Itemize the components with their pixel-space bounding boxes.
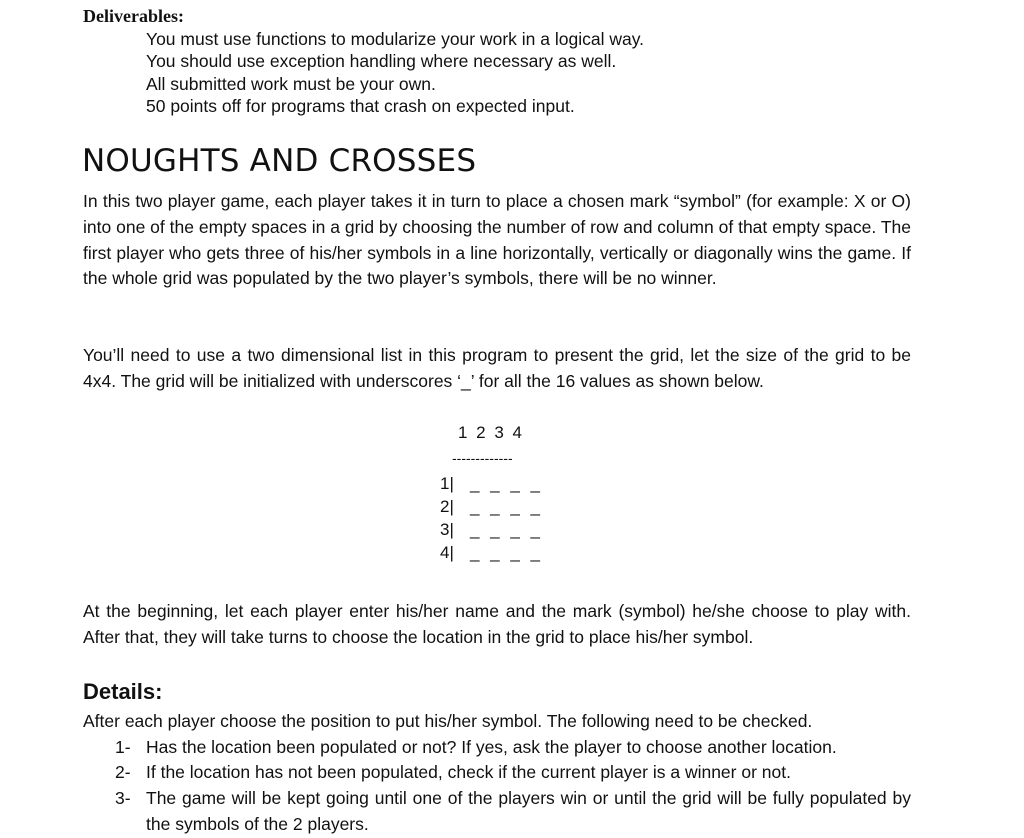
- grid-row-cells: _ _ _ _: [470, 497, 542, 516]
- deliverables-item: You should use exception handling where necessary as well.: [146, 51, 617, 72]
- details-item-text: The game will be kept going until one of the players win or until the grid will be fully populated by the symbols of the 2 players.: [146, 788, 911, 834]
- details-item-text: If the location has not been populated, check if the current player is a winner or not.: [146, 762, 791, 783]
- grid-rows: [440, 472, 542, 564]
- grid-paragraph: You’ll need to use a two dimensional list in this program to present the grid, let the size of the grid to be 4x4. The grid will be initialized with underscores ‘_’ for all the 16 values as shown below.: [83, 345, 911, 391]
- grid-row: [440, 518, 542, 541]
- details-list: [83, 735, 911, 838]
- grid-row: [440, 495, 542, 518]
- grid-column-header: 1 2 3 4: [458, 423, 523, 442]
- details-intro: After each player choose the position to put his/her symbol. The following need to be checked.: [83, 711, 813, 731]
- beginning-paragraph: At the beginning, let each player enter his/her name and the mark (symbol) he/she choose to play with. After that, they will take turns to choose the location in the grid to place his/her symbol.: [83, 601, 911, 647]
- deliverables-item: You must use functions to modularize your work in a logical way.: [146, 29, 645, 49]
- grid-row-cells: _ _ _ _: [470, 520, 542, 539]
- grid-row-label: 2|: [440, 497, 454, 516]
- grid-row-label: 1|: [440, 474, 454, 493]
- grid-row: [440, 472, 542, 495]
- details-item-number: 3-: [115, 788, 131, 809]
- grid-row-cells: _ _ _ _: [470, 474, 542, 493]
- deliverables-item: 50 points off for programs that crash on expected input.: [146, 95, 575, 116]
- deliverables-item: All submitted work must be your own.: [146, 73, 436, 94]
- section-title: NOUGHTS AND CROSSES: [82, 143, 477, 179]
- grid-row-cells: _ _ _ _: [470, 543, 542, 562]
- details-heading: Details:: [83, 679, 163, 704]
- deliverables-list: [146, 28, 644, 117]
- details-item-number: 1-: [115, 736, 131, 757]
- grid-row-label: 4|: [440, 543, 454, 562]
- grid-divider: -------------: [452, 450, 513, 466]
- details-item-text: Has the location been populated or not? If yes, ask the player to choose another location.: [146, 736, 837, 757]
- grid-row-label: 3|: [440, 520, 454, 539]
- deliverables-heading: Deliverables:: [83, 6, 184, 26]
- details-item-number: 2-: [115, 762, 131, 783]
- intro-paragraph: In this two player game, each player takes it in turn to place a chosen mark “symbol” (for example: X or O) into one of the empty spaces in a grid by choosing the number of row and column of that empty space. The first player who gets three of his/her symbols in a line horizontally, vertically or diagonally wins the game. If the whole grid was populated by the two player’s symbols, there will be no winner.: [83, 191, 911, 289]
- grid-example: [430, 420, 570, 580]
- grid-row: [440, 541, 542, 564]
- details-item: [83, 786, 911, 838]
- details-item: [83, 735, 911, 761]
- details-item: [83, 760, 911, 786]
